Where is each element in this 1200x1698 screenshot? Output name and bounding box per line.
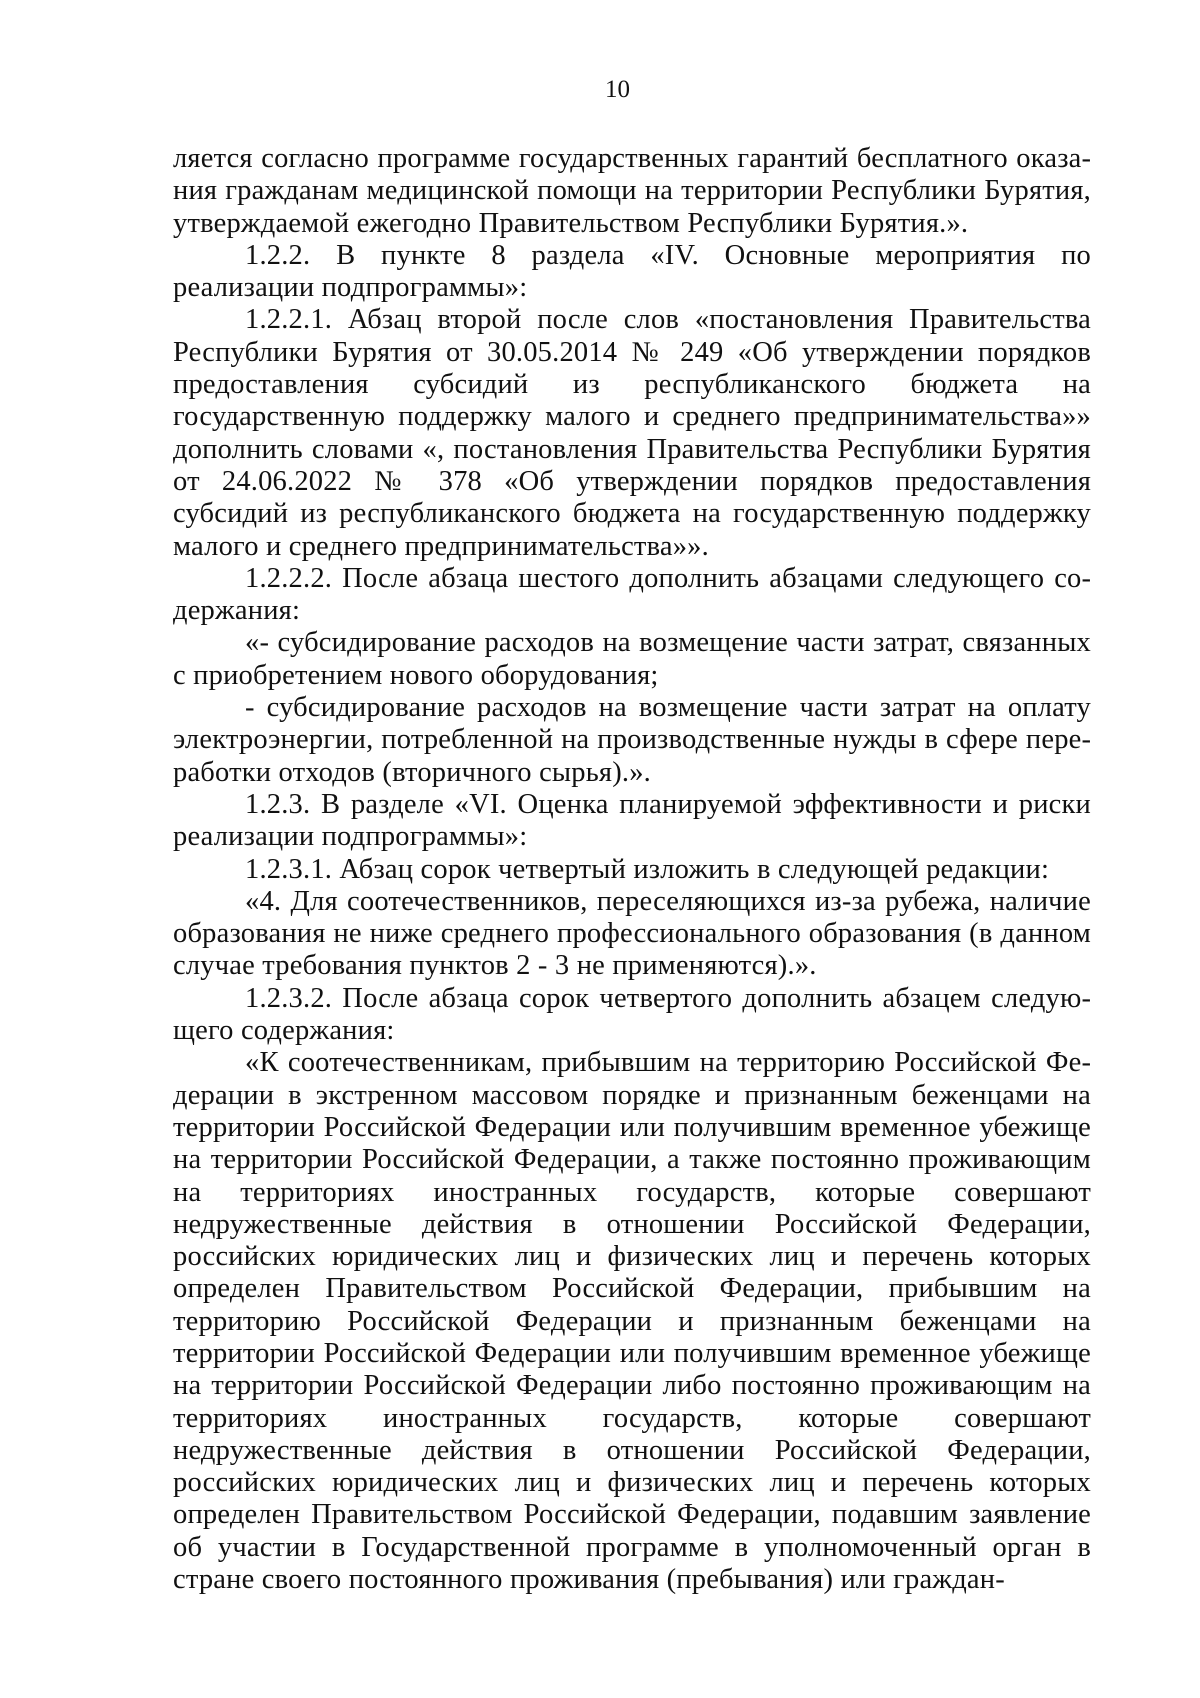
paragraph-continuation: ляется согласно программе государственных гарантий бесплатного оказания гражданам медицинской помощи на территории Республики Бурятия, утверждаемой ежегодно Правительством Республики Бурятия.». <box>173 143 1091 239</box>
paragraph-compatriots: «К соотечественникам, прибывшим на территорию Российской Федерации в экстренном массовом порядке и признанным беженцами на территории Российской Федерации или получившим временное убежище на территории Российской Федерации, а также постоянно проживающим на территориях иностранных государств, которые совершают недружественные действия в отношении Российской Федерации, российских юридических лиц и физических лиц и перечень которых определен Правительством Российской Федерации, прибывшим на территорию Российской Федерации и признанным беженцами на территории Российской Федерации или получившим временное убежище на территории Российской Федерации либо постоянно проживающим на территориях иностранных государств, которые совершают недружественные действия в отношении Российской Федерации, российских юридических лиц и физических лиц и перечень которых определен Правительством Российской Федерации, подавшим заявление об участии в Государственной программе в уполномоченный орган в стране своего постоянного проживания (пребывания) или граждан- <box>173 1047 1091 1596</box>
page-number: 10 <box>605 76 630 103</box>
paragraph-item-4: «4. Для соотечественников, переселяющихся из-за рубежа, наличие образования не ниже среднего профессионального образования (в данном случае требования пунктов 2 - 3 не применяются).». <box>173 885 1091 982</box>
document-body <box>173 143 1091 1596</box>
paragraph-1-2-2-2: 1.2.2.2. После абзаца шестого дополнить абзацами следующего содержания: <box>173 562 1091 627</box>
paragraph-1-2-2: 1.2.2. В пункте 8 раздела «IV. Основные мероприятия по реализации подпрограммы»: <box>173 239 1091 304</box>
paragraph-1-2-2-1: 1.2.2.1. Абзац второй после слов «постановления Правительства Республики Бурятия от 30.05.2014 № 249 «Об утверждении порядков предоставления субсидий из республиканского бюджета на государственную поддержку малого и среднего предпринимательства»» дополнить словами «, постановления Правительства Республики Бурятия от 24.06.2022 № 378 «Об утверждении порядков предоставления субсидий из республиканского бюджета на государственную поддержку малого и среднего предпринимательства»». <box>173 304 1091 562</box>
paragraph-equipment-subsidy: «- субсидирование расходов на возмещение части затрат, связанных с приобретением нового оборудования; <box>173 627 1091 691</box>
paragraph-electricity-subsidy: - субсидирование расходов на возмещение части затрат на оплату электроэнергии, потребленной на производственные нужды в сфере переработки отходов (вторичного сырья).». <box>173 692 1091 788</box>
paragraph-1-2-3-2: 1.2.3.2. После абзаца сорок четвертого дополнить абзацем следующего содержания: <box>173 982 1091 1047</box>
paragraph-1-2-3-1: 1.2.3.1. Абзац сорок четвертый изложить в следующей редакции: <box>245 853 1050 885</box>
paragraph-1-2-3: 1.2.3. В разделе «VI. Оценка планируемой эффективности и риски реализации подпрограммы»: <box>173 788 1091 853</box>
